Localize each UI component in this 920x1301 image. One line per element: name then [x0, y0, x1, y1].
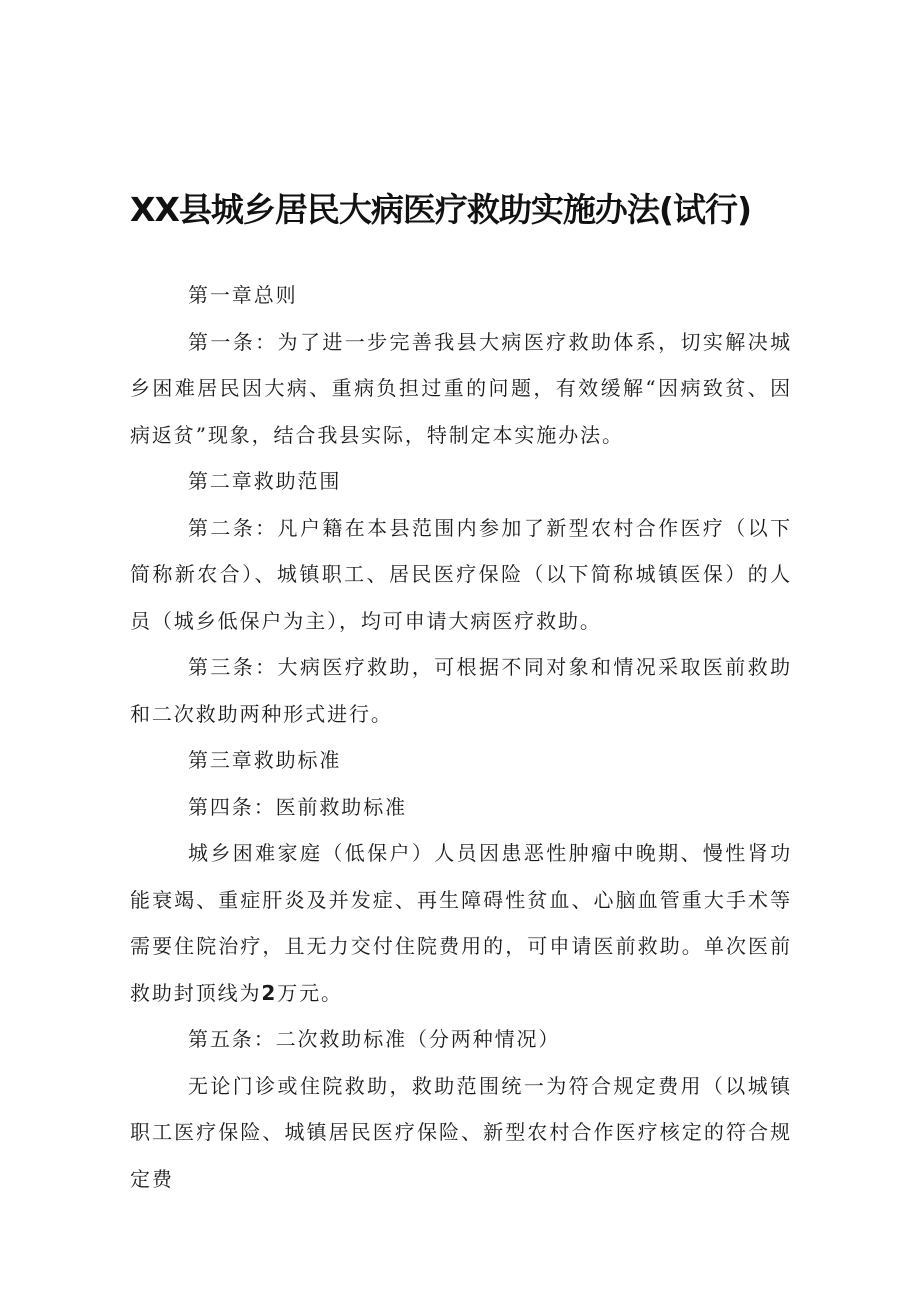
article-2: 第二条：凡户籍在本县范围内参加了新型农村合作医疗（以下简称新农合）、城镇职工、居民医疗保险（以下简称城镇医保）的人员（城乡低保户为主），均可申请大病医疗救助。 [130, 515, 792, 633]
article-1: 第一条：为了进一步完善我县大病医疗救助体系，切实解决城乡困难居民因大病、重病负担过重的问题，有效缓解“因病致贫、因病返贫”现象，结合我县实际，特制定本实施办法。 [130, 329, 792, 447]
document-body [130, 272, 792, 1202]
chapter-1-heading: 第一章总则 [188, 283, 298, 307]
article-4-body-unit: 万元。 [277, 980, 343, 1005]
article-3: 第三条：大病医疗救助，可根据不同对象和情况采取医前救助和二次救助两种形式进行。 [130, 655, 792, 726]
article-5-body: 无论门诊或住院救助，救助范围统一为符合规定费用（以城镇职工医疗保险、城镇居民医疗保险、新型农村合作医疗核定的符合规定费 [130, 1073, 792, 1191]
article-5-heading: 第五条：二次救助标准（分两种情况） [188, 1027, 561, 1051]
article-4-body [130, 830, 792, 1016]
chapter-3-heading: 第三章救助标准 [188, 748, 342, 772]
article-4-heading: 第四条：医前救助标准 [188, 794, 407, 819]
article-4-amount: 2 [261, 980, 278, 1005]
chapter-2-heading: 第二章救助范围 [188, 469, 342, 493]
document-title: XX县城乡居民大病医疗救助实施办法(试行) [130, 190, 752, 229]
article-4-body-text: 城乡困难家庭（低保户）人员因患恶性肿瘤中晚期、慢性肾功能衰竭、重症肝炎及并发症、再生障碍性贫血、心脑血管重大手术等需要住院治疗，且无力交付住院费用的，可申请医前救助。单次医前救助封顶线为 [130, 841, 792, 1005]
